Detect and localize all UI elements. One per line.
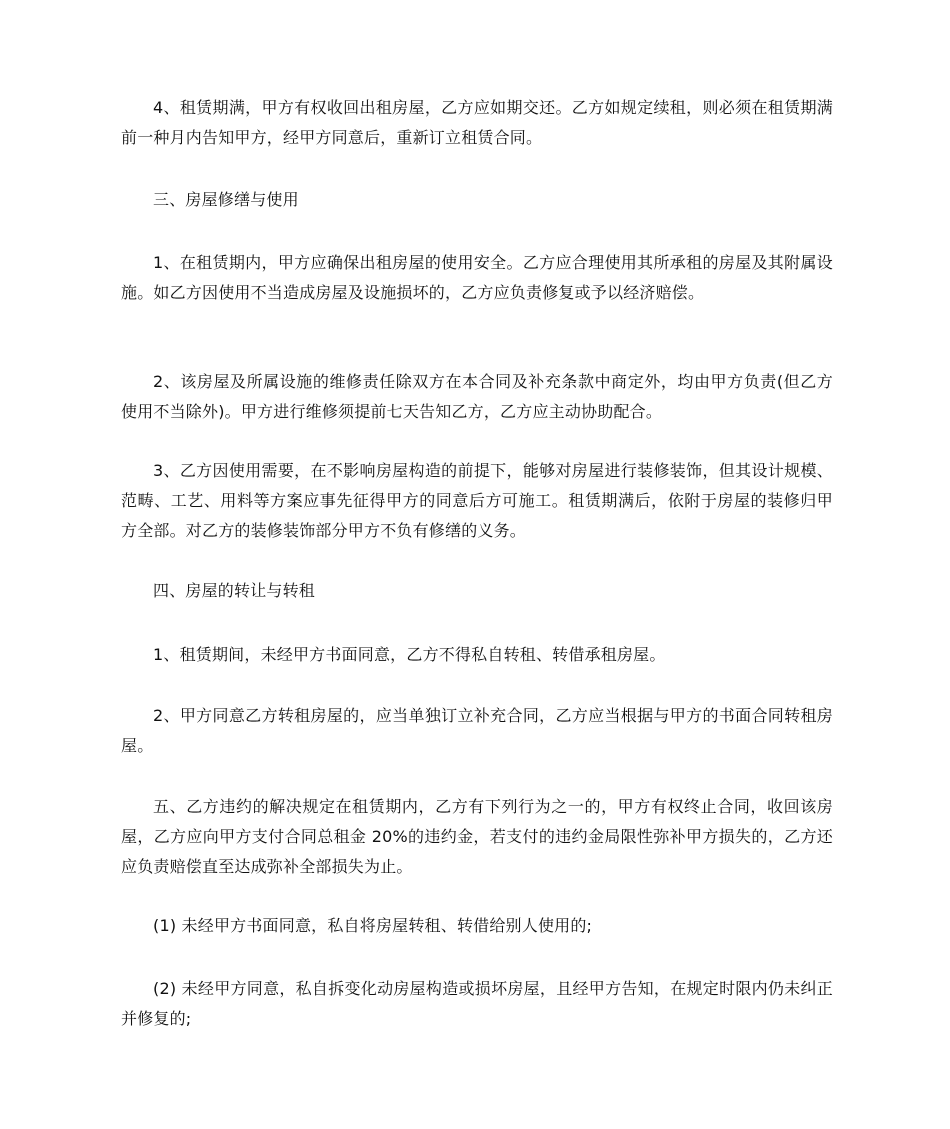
paragraph-breach-item-2: (2) 未经甲方同意，私自拆变化动房屋构造或损坏房屋，且经甲方告知，在规定时限内仍未纠正并修复的; — [121, 979, 833, 1028]
paragraph-transfer-1: 1、租赁期间，未经甲方书面同意，乙方不得私自转租、转借承租房屋。 — [153, 645, 666, 664]
paragraph-repair-1: 1、在租赁期内，甲方应确保出租房屋的使用安全。乙方应合理使用其所承租的房屋及其附属设施。如乙方因使用不当造成房屋及设施损坏的，乙方应负责修复或予以经济赔偿。 — [121, 253, 833, 302]
section-heading-transfer-sublet: 四、房屋的转让与转租 — [153, 581, 316, 600]
paragraph-breach: 五、乙方违约的解决规定在租赁期内，乙方有下列行为之一的，甲方有权终止合同，收回该房屋，乙方应向甲方支付合同总租金 20%的违约金，若支付的违约金局限性弥补甲方损失的，乙方还应负责赔偿直至达成弥补全部损失为止。 — [121, 797, 833, 876]
paragraph-transfer-2: 2、甲方同意乙方转租房屋的，应当单独订立补充合同，乙方应当根据与甲方的书面合同转租房屋。 — [121, 706, 833, 755]
paragraph-breach-item-1: (1) 未经甲方书面同意，私自将房屋转租、转借给别人使用的; — [153, 916, 593, 935]
paragraph-repair-3: 3、乙方因使用需要，在不影响房屋构造的前提下，能够对房屋进行装修装饰，但其设计规模、范畴、工艺、用料等方案应事先征得甲方的同意后方可施工。租赁期满后，依附于房屋的装修归甲方全部。对乙方的装修装饰部分甲方不负有修缮的义务。 — [121, 461, 833, 540]
paragraph-repair-2: 2、该房屋及所属设施的维修责任除双方在本合同及补充条款中商定外，均由甲方负责(但乙方使用不当除外)。甲方进行维修须提前七天告知乙方，乙方应主动协助配合。 — [121, 372, 833, 421]
paragraph-lease-expiry: 4、租赁期满，甲方有权收回出租房屋，乙方应如期交还。乙方如规定续租，则必须在租赁期满前一种月内告知甲方，经甲方同意后，重新订立租赁合同。 — [121, 98, 833, 147]
section-heading-repair-use: 三、房屋修缮与使用 — [153, 190, 299, 209]
